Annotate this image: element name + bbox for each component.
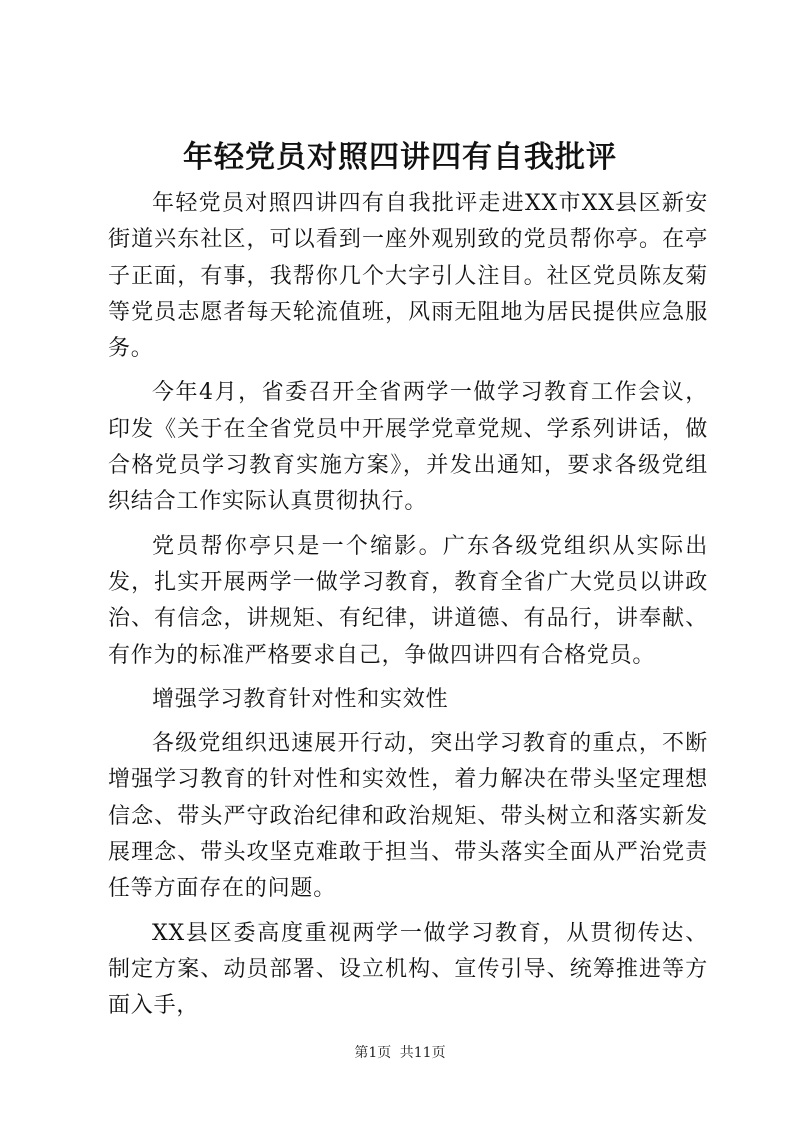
document-title: 年轻党员对照四讲四有自我批评 (183, 140, 617, 175)
paragraph-4: 各级党组织迅速展开行动，突出学习教育的重点，不断增强学习教育的针对性和实效性，着力解决在带头坚定理想信念、带头严守政治纪律和政治规矩、带头树立和落实新发展理念、带头攻坚克难敢于担当、带头落实全面从严治党责任等方面存在的问题。 (108, 731, 708, 902)
page-number: 第1页 (354, 1045, 392, 1061)
page-footer (0, 1043, 800, 1063)
document-body (108, 186, 708, 1033)
page-total: 共11页 (399, 1045, 446, 1061)
paragraph-1: 年轻党员对照四讲四有自我批评走进XX市XX县区新安街道兴东社区，可以看到一座外观别致的党员帮你亭。在亭子正面，有事，我帮你几个大字引人注目。社区党员陈友菊等党员志愿者每天轮流值班，风雨无阻地为居民提供应急服务。 (108, 191, 708, 362)
paragraph-3: 党员帮你亭只是一个缩影。广东各级党组织从实际出发，扎实开展两学一做学习教育，教育全省广大党员以讲政治、有信念，讲规矩、有纪律，讲道德、有品行，讲奉献、有作为的标准严格要求自己，争做四讲四有合格党员。 (108, 533, 708, 668)
section-heading: 增强学习教育针对性和实效性 (152, 686, 449, 712)
paragraph-2: 今年4月，省委召开全省两学一做学习教育工作会议，印发《关于在全省党员中开展学党章党规、学系列讲话，做合格党员学习教育实施方案》，并发出通知，要求各级党组织结合工作实际认真贯彻执行。 (108, 380, 708, 515)
paragraph-5: XX县区委高度重视两学一做学习教育，从贯彻传达、制定方案、动员部署、设立机构、宣传引导、统筹推进等方面入手， (108, 920, 708, 1019)
